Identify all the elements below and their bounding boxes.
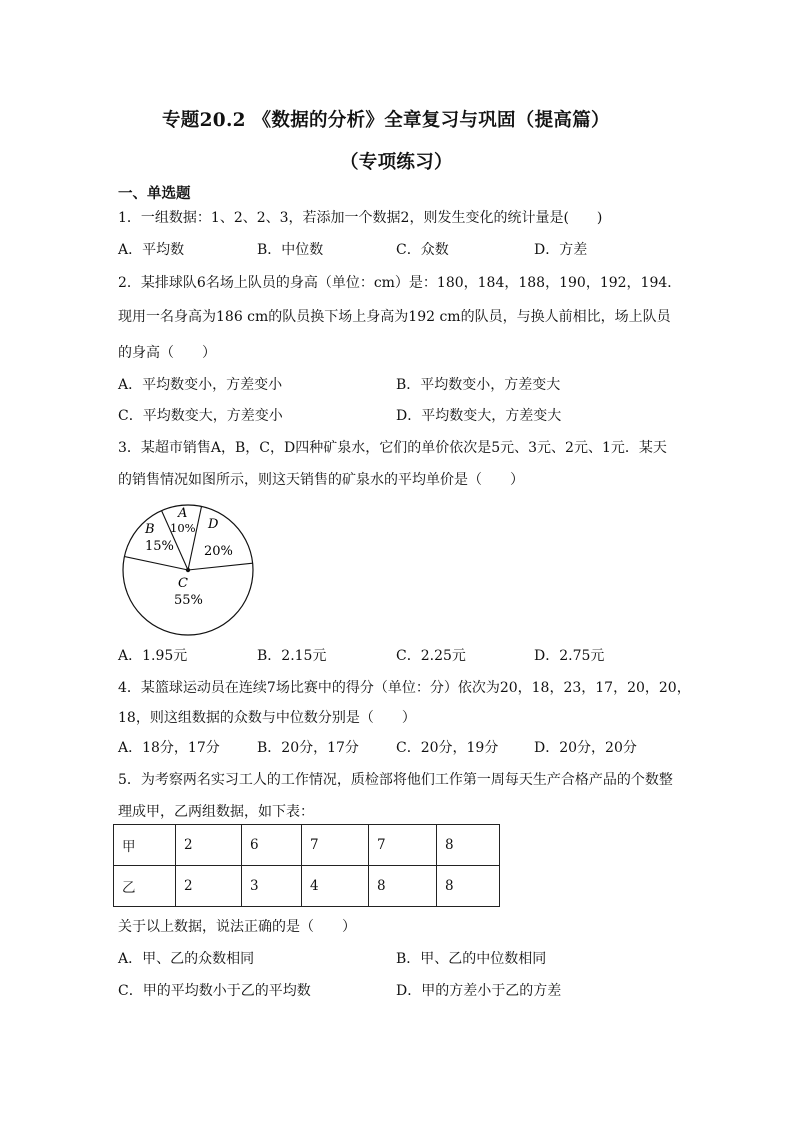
table-cell: 8 <box>369 866 437 907</box>
q5-data-table <box>113 824 500 907</box>
q2-option-c: C．平均数变大，方差变小 <box>118 408 283 424</box>
q5-line-1: 5．为考察两名实习工人的工作情况，质检部将他们工作第一周每天生产合格产品的个数整 <box>118 772 673 788</box>
q4-option-b: B．20分，17分 <box>257 740 359 756</box>
table-cell: 7 <box>369 825 437 866</box>
slice-d-label: 20% <box>204 544 233 559</box>
table-cell: 6 <box>242 825 302 866</box>
page-title: 专题20.2 《数据的分析》全章复习与巩固（提高篇） <box>162 110 610 131</box>
q3-line-2: 的销售情况如图所示，则这天销售的矿泉水的平均单价是（ ） <box>118 472 524 488</box>
q5-option-a: A．甲、乙的众数相同 <box>118 951 255 967</box>
section-label: 一、单选题 <box>118 185 191 202</box>
table-cell: 乙 <box>114 866 176 907</box>
page-subtitle: （专项练习） <box>340 152 453 173</box>
table-cell: 7 <box>302 825 369 866</box>
q1-option-d: D．方差 <box>534 242 588 258</box>
q1-stem: 1．一组数据：1、2、2、3，若添加一个数据2，则发生变化的统计量是( ) <box>118 210 603 226</box>
slice-c-name: C <box>178 576 188 591</box>
q3-line-1: 3．某超市销售A，B，C，D四种矿泉水，它们的单价依次是5元、3元、2元、1元．某天 <box>118 440 667 456</box>
q3-option-c: C．2.25元 <box>396 648 466 664</box>
table-cell: 3 <box>242 866 302 907</box>
q5-option-c: C．甲的平均数小于乙的平均数 <box>118 983 311 999</box>
q2-option-d: D．平均数变大，方差变大 <box>396 408 562 424</box>
q2-line-3: 的身高（ ） <box>118 345 216 361</box>
q4-line-1: 4．某篮球运动员在连续7场比赛中的得分（单位：分）依次为20，18，23，17，20，20， <box>118 680 691 696</box>
q2-option-a: A．平均数变小，方差变小 <box>118 377 283 393</box>
q2-option-b: B．平均数变小，方差变大 <box>396 377 561 393</box>
q5-after: 关于以上数据，说法正确的是（ ） <box>118 919 356 935</box>
q1-option-b: B．中位数 <box>257 242 324 258</box>
q5-option-b: B．甲、乙的中位数相同 <box>396 951 547 967</box>
pie-chart <box>118 500 258 640</box>
table-cell: 4 <box>302 866 369 907</box>
table-cell: 2 <box>176 825 242 866</box>
q4-option-d: D．20分，20分 <box>534 740 637 756</box>
q1-option-a: A．平均数 <box>118 242 185 258</box>
slice-boundary-d <box>188 506 202 570</box>
q4-option-a: A．18分，17分 <box>118 740 220 756</box>
slice-c-label: 55% <box>174 593 203 608</box>
slice-a-label: 10% <box>170 521 196 535</box>
q5-option-d: D．甲的方差小于乙的方差 <box>396 983 562 999</box>
q2-line-1: 2．某排球队6名场上队员的身高（单位：cm）是：180，184，188，190，192，194． <box>118 275 682 291</box>
pie-center-dot <box>186 568 190 572</box>
table-row <box>114 866 500 907</box>
q4-option-c: C．20分，19分 <box>396 740 499 756</box>
slice-boundary-c <box>188 563 253 570</box>
pie-slices <box>124 506 252 570</box>
q3-option-d: D．2.75元 <box>534 648 605 664</box>
table-cell: 8 <box>437 866 500 907</box>
table-row <box>114 825 500 866</box>
slice-d-name: D <box>208 517 219 532</box>
q5-line-2: 理成甲，乙两组数据，如下表： <box>118 804 314 820</box>
q3-option-b: B．2.15元 <box>257 648 327 664</box>
slice-b-name: B <box>145 522 155 537</box>
q2-line-2: 现用一名身高为186 cm的队员换下场上身高为192 cm的队员，与换人前相比，场上队员 <box>118 309 671 325</box>
slice-b-label: 15% <box>145 539 174 554</box>
slice-boundary-b <box>124 556 188 570</box>
table-cell: 8 <box>437 825 500 866</box>
slice-a-name: A <box>178 506 188 521</box>
q1-option-c: C．众数 <box>396 242 449 258</box>
table-cell: 甲 <box>114 825 176 866</box>
table-cell: 2 <box>176 866 242 907</box>
q3-option-a: A．1.95元 <box>118 648 188 664</box>
q4-line-2: 18，则这组数据的众数与中位数分别是（ ） <box>118 710 416 726</box>
